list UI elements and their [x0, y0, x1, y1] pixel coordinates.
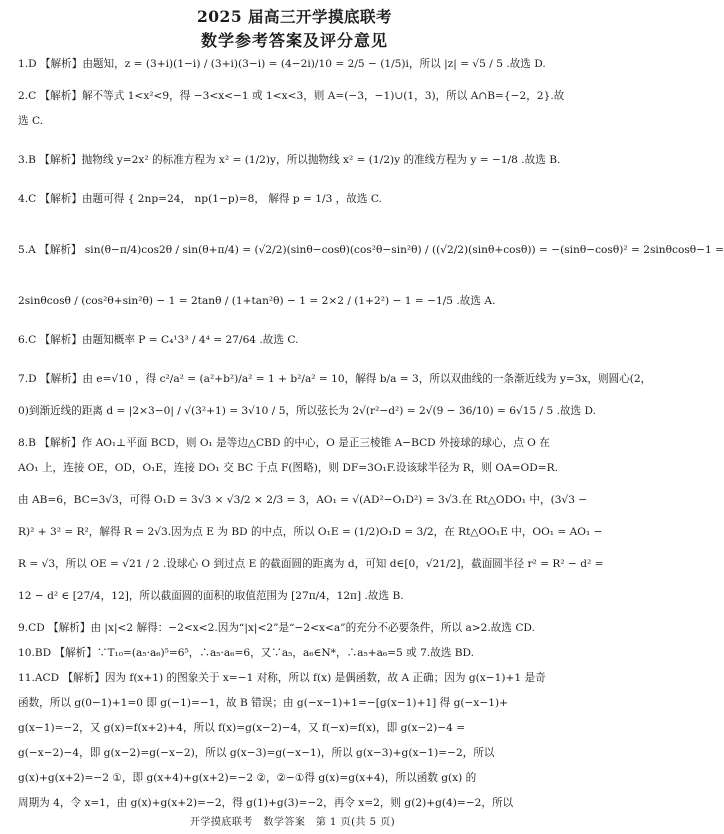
answer-line: 1.D 【解析】由题知，z = (3+i)(1−i) / (3+i)(3−i) = (4−2i)/10 = 2/5 − (1/5)i，所以 |z| = √5 / 5 .故选 D. — [18, 58, 546, 70]
answer-line: g(x−1)=−2，又 g(x)=f(x+2)+4，所以 f(x)=g(x−2)−4，又 f(−x)=f(x)，即 g(x−2)−4 = — [18, 722, 466, 734]
answer-line: R = √3，所以 OE = √21 / 2 .设球心 O 到过点 E 的截面圆的距离为 d，可知 d∈[0，√21/2]，截面圆半径 r² = R² − d² = — [18, 558, 604, 570]
answer-line: 3.B 【解析】抛物线 y=2x² 的标准方程为 x² = (1/2)y，所以抛物线 x² = (1/2)y 的准线方程为 y = −1/8 .故选 B. — [18, 154, 561, 166]
answer-item-7 — [18, 373, 652, 418]
answer-item-11 — [18, 672, 571, 810]
answer-line: 6.C 【解析】由题知概率 P = C₄¹3³ / 4⁴ = 27/64 .故选 C. — [18, 334, 299, 346]
answer-line: 9.CD 【解析】由 |x|<2 解得：−2<x<2.因为“|x|<2”是“−2<x<a”的充分不必要条件，所以 a>2.故选 CD. — [18, 622, 535, 634]
answer-line: 8.B 【解析】作 AO₁⊥平面 BCD，则 O₁ 是等边△CBD 的中心，O 是正三棱锥 A−BCD 外接球的球心，点 O 在 — [18, 437, 550, 449]
answer-item-5 — [18, 244, 724, 308]
answer-item-6 — [18, 334, 571, 347]
answer-item-9 — [18, 622, 571, 635]
answer-item-4 — [18, 193, 571, 206]
answer-item-1 — [18, 58, 571, 71]
answer-line: AO₁ 上，连接 OE，OD，O₁E，连接 DO₁ 交 BC 于点 F(图略)，则 DF=3O₁F.设该球半径为 R，则 OA=OD=R. — [18, 462, 558, 474]
answer-line: 12 − d² ∈ [27/4，12]，所以截面圆的面积的取值范围为 [27π/4，12π] .故选 B. — [18, 590, 404, 602]
answer-subtitle: 数学参考答案及评分意见 — [200, 31, 388, 50]
answer-item-10 — [18, 647, 571, 660]
answer-line: 周期为 4，令 x=1，由 g(x)+g(x+2)=−2，得 g(1)+g(3)=−2，再令 x=2，则 g(2)+g(4)=−2，所以 — [18, 797, 514, 809]
answer-line: 4.C 【解析】由题可得 { 2np=24， np(1−p)=8， 解得 p = 1/3 ，故选 C. — [18, 193, 382, 205]
answer-line: 2sinθcosθ / (cos²θ+sin²θ) − 1 = 2tanθ / (1+tan²θ) − 1 = 2×2 / (1+2²) − 1 = −1/5 .故选 A. — [18, 295, 496, 307]
answer-line: 10.BD 【解析】∵T₁₀=(a₅·a₆)⁵=6⁵，∴a₅·a₆=6，又∵a₅，a₆∈N*，∴a₅+a₆=5 或 7.故选 BD. — [18, 647, 475, 659]
answer-line: 选 C. — [18, 115, 44, 127]
answer-line: 由 AB=6，BC=3√3，可得 O₁D = 3√3 × √3/2 × 2/3 = 3，AO₁ = √(AD²−O₁D²) = 3√3.在 Rt△ODO₁ 中，(3√3 − — [18, 494, 588, 506]
page-footer: 开学摸底联考 数学答案 第 1 页(共 5 页) — [189, 817, 396, 828]
answer-line: 2.C 【解析】解不等式 1<x²<9，得 −3<x<−1 或 1<x<3，则 A=(−3，−1)∪(1，3)，所以 A∩B={−2，2}.故 — [18, 90, 565, 102]
answer-line: 0)到渐近线的距离 d = |2×3−0| / √(3²+1) = 3√10 / 5，所以弦长为 2√(r²−d²) = 2√(9 − 36/10) = 6√15 / 5 .故选 D. — [18, 405, 596, 417]
answer-line: R)² + 3² = R²，解得 R = 2√3.因为点 E 为 BD 的中点，所以 O₁E = (1/2)O₁D = 3/2，在 Rt△OO₁E 中，OO₁ = AO₁ − — [18, 526, 603, 538]
answer-line: 11.ACD 【解析】因为 f(x+1) 的图象关于 x=−1 对称，所以 f(x) 是偶函数，故 A 正确；因为 g(x−1)+1 是奇 — [18, 672, 546, 684]
answer-line: 7.D 【解析】由 e=√10 ，得 c²/a² = (a²+b²)/a² = 1 + b²/a² = 10，解得 b/a = 3，所以双曲线的一条渐近线为 y=3x，则圆心(2， — [18, 373, 652, 385]
exam-title: 2025 届高三开学摸底联考 — [196, 7, 393, 26]
answer-item-2 — [18, 90, 571, 128]
answer-line: g(x)+g(x+2)=−2 ①，即 g(x+4)+g(x+2)=−2 ②，②−①得 g(x)=g(x+4)，所以函数 g(x) 的 — [18, 772, 477, 784]
answer-item-8 — [18, 437, 604, 603]
answer-list — [18, 58, 724, 810]
answer-line: 5.A 【解析】 sin(θ−π/4)cos2θ / sin(θ+π/4) = (√2/2)(sinθ−cosθ)(cos²θ−sin²θ) / ((√2/2)(sinθ+cosθ)) = −(sinθ−cosθ)² = 2sinθcosθ−1 = — [18, 244, 724, 256]
answer-line: g(−x−2)−4，即 g(x−2)=g(−x−2)，所以 g(x−3)=g(−x−1)，所以 g(x−3)+g(x−1)=−2，所以 — [18, 747, 495, 759]
answer-item-3 — [18, 154, 571, 167]
answer-line: 函数，所以 g(0−1)+1=0 即 g(−1)=−1，故 B 错误；由 g(−x−1)+1=−[g(x−1)+1] 得 g(−x−1)+ — [18, 697, 509, 709]
